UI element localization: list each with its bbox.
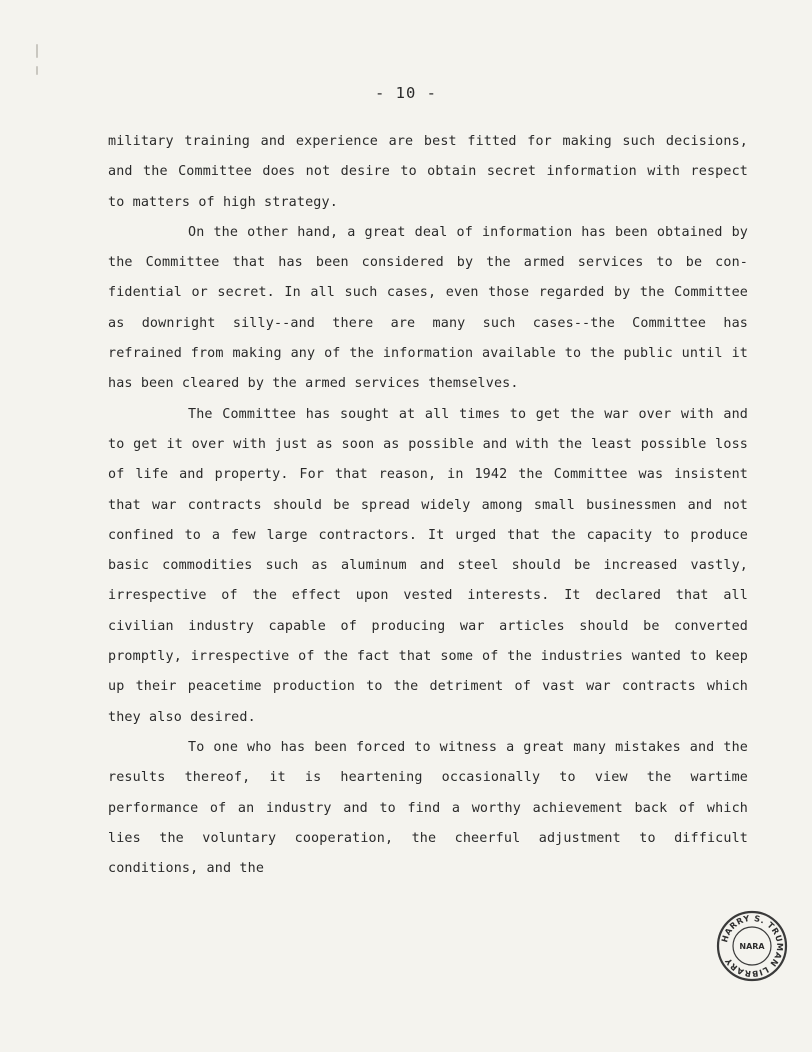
body-text: [108, 127, 748, 884]
truman-library-seal-icon: [714, 908, 790, 984]
paragraph-3: The Committee has sought at all times to get the war over with and to get it over with just as soon as possible and with the least possible loss of life and property. For that reason, in 1942 the Committee was insistent that war contracts should be spread widely among small businessmen and not confined to a few large contractors. It urged that the capacity to produce basic commodities such as aluminum and steel should be increased vastly, irrespective of the effect upon vested interests. It declared that all civilian industry capable of producing war articles should be converted promptly, irrespective of the fact that some of the industries wanted to keep up their peacetime production to the detriment of vast war contracts which they also desired.: [108, 406, 748, 725]
paragraph-1: military training and experience are best fitted for making such decisions, and the Committee does not desire to obtain secret information with respect to matters of high strategy.: [108, 134, 748, 210]
seal-ring-text: HARRY S. TRUMAN LIBRARY: [719, 912, 786, 980]
margin-mark: [36, 44, 38, 58]
seal-center-text: NARA: [739, 942, 765, 951]
margin-mark: [36, 66, 38, 75]
paragraph-4: To one who has been forced to witness a great many mistakes and the results thereof, it is heartening occasionally to view the wartime performance of an industry and to find a worthy achievement back of which lies the voluntary cooperation, the cheerful adjustment to difficult conditions, and the: [108, 739, 748, 877]
page-number: - 10 -: [375, 84, 437, 102]
paragraph-2: On the other hand, a great deal of information has been obtained by the Committee that has been considered by the armed services to be con-fidential or secret. In all such cases, even those regarded by the Committee as downright silly--and there are many such cases--the Committee has refrained from making any of the information available to the public until it has been cleared by the armed services themselves.: [108, 224, 748, 392]
